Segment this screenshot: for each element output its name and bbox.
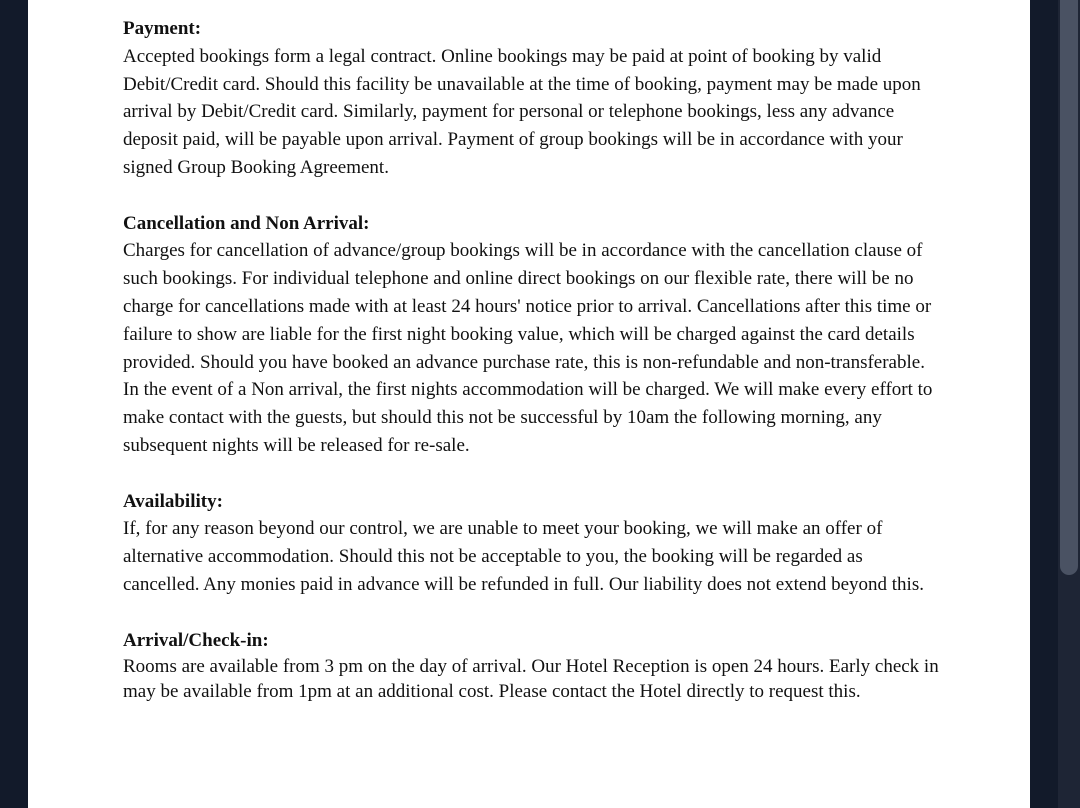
arrival-paragraph: Rooms are available from 3 pm on the day of arrival. Our Hotel Reception is open 24 hours. Early check in may be available from 1pm at an additional cost. Please contact the Hotel directly to request this. [123,656,939,703]
cancellation-section [123,210,943,460]
scrollbar-thumb[interactable] [1060,0,1078,575]
payment-section [123,15,943,182]
section-spacer [123,599,943,627]
cancellation-paragraph: Charges for cancellation of advance/group bookings will be in accordance with the cancellation clause of such bookings. For individual telephone and online direct bookings on our flexible rate, there will be no charge for cancellations made with at least 24 hours' notice prior to arrival. Cancellations after this time or failure to show are liable for the first night booking value, which will be charged against the card details provided. Should you have booked an advance purchase rate, this is non-refundable and non-transferable. [123,240,932,373]
cancellation-heading: Cancellation and Non Arrival: [123,212,370,234]
availability-paragraph: If, for any reason beyond our control, we are unable to meet your booking, we will make an offer of alternative accommodation. Should this not be acceptable to you, the booking will be regarded as cancelled. Any monies paid in advance will be refunded in full. Our liability does not extend beyond this. [123,518,924,595]
payment-heading: Payment: [123,18,202,39]
terms-document [28,0,1030,808]
availability-heading: Availability: [123,490,223,512]
payment-paragraph: Accepted bookings form a legal contract. Online bookings may be paid at point of booking by valid Debit/Credit card. Should this facility be unavailable at the time of booking, payment may be made upon arrival by Debit/Credit card. Similarly, payment for personal or telephone bookings, less any advance deposit paid, will be payable upon arrival. Payment of group bookings will be in accordance with your signed Group Booking Agreement. [123,45,921,178]
vertical-scrollbar[interactable] [1058,0,1080,808]
non-arrival-paragraph: In the event of a Non arrival, the first nights accommodation will be charged. We will make every effort to make contact with the guests, but should this not be successful by 10am the following morning, any subsequent nights will be released for re-sale. [123,379,933,456]
terms-content [123,15,943,704]
arrival-heading: Arrival/Check-in: [123,629,269,651]
arrival-section [123,627,943,705]
section-spacer [123,460,943,488]
availability-section [123,488,943,599]
section-spacer [123,182,943,210]
